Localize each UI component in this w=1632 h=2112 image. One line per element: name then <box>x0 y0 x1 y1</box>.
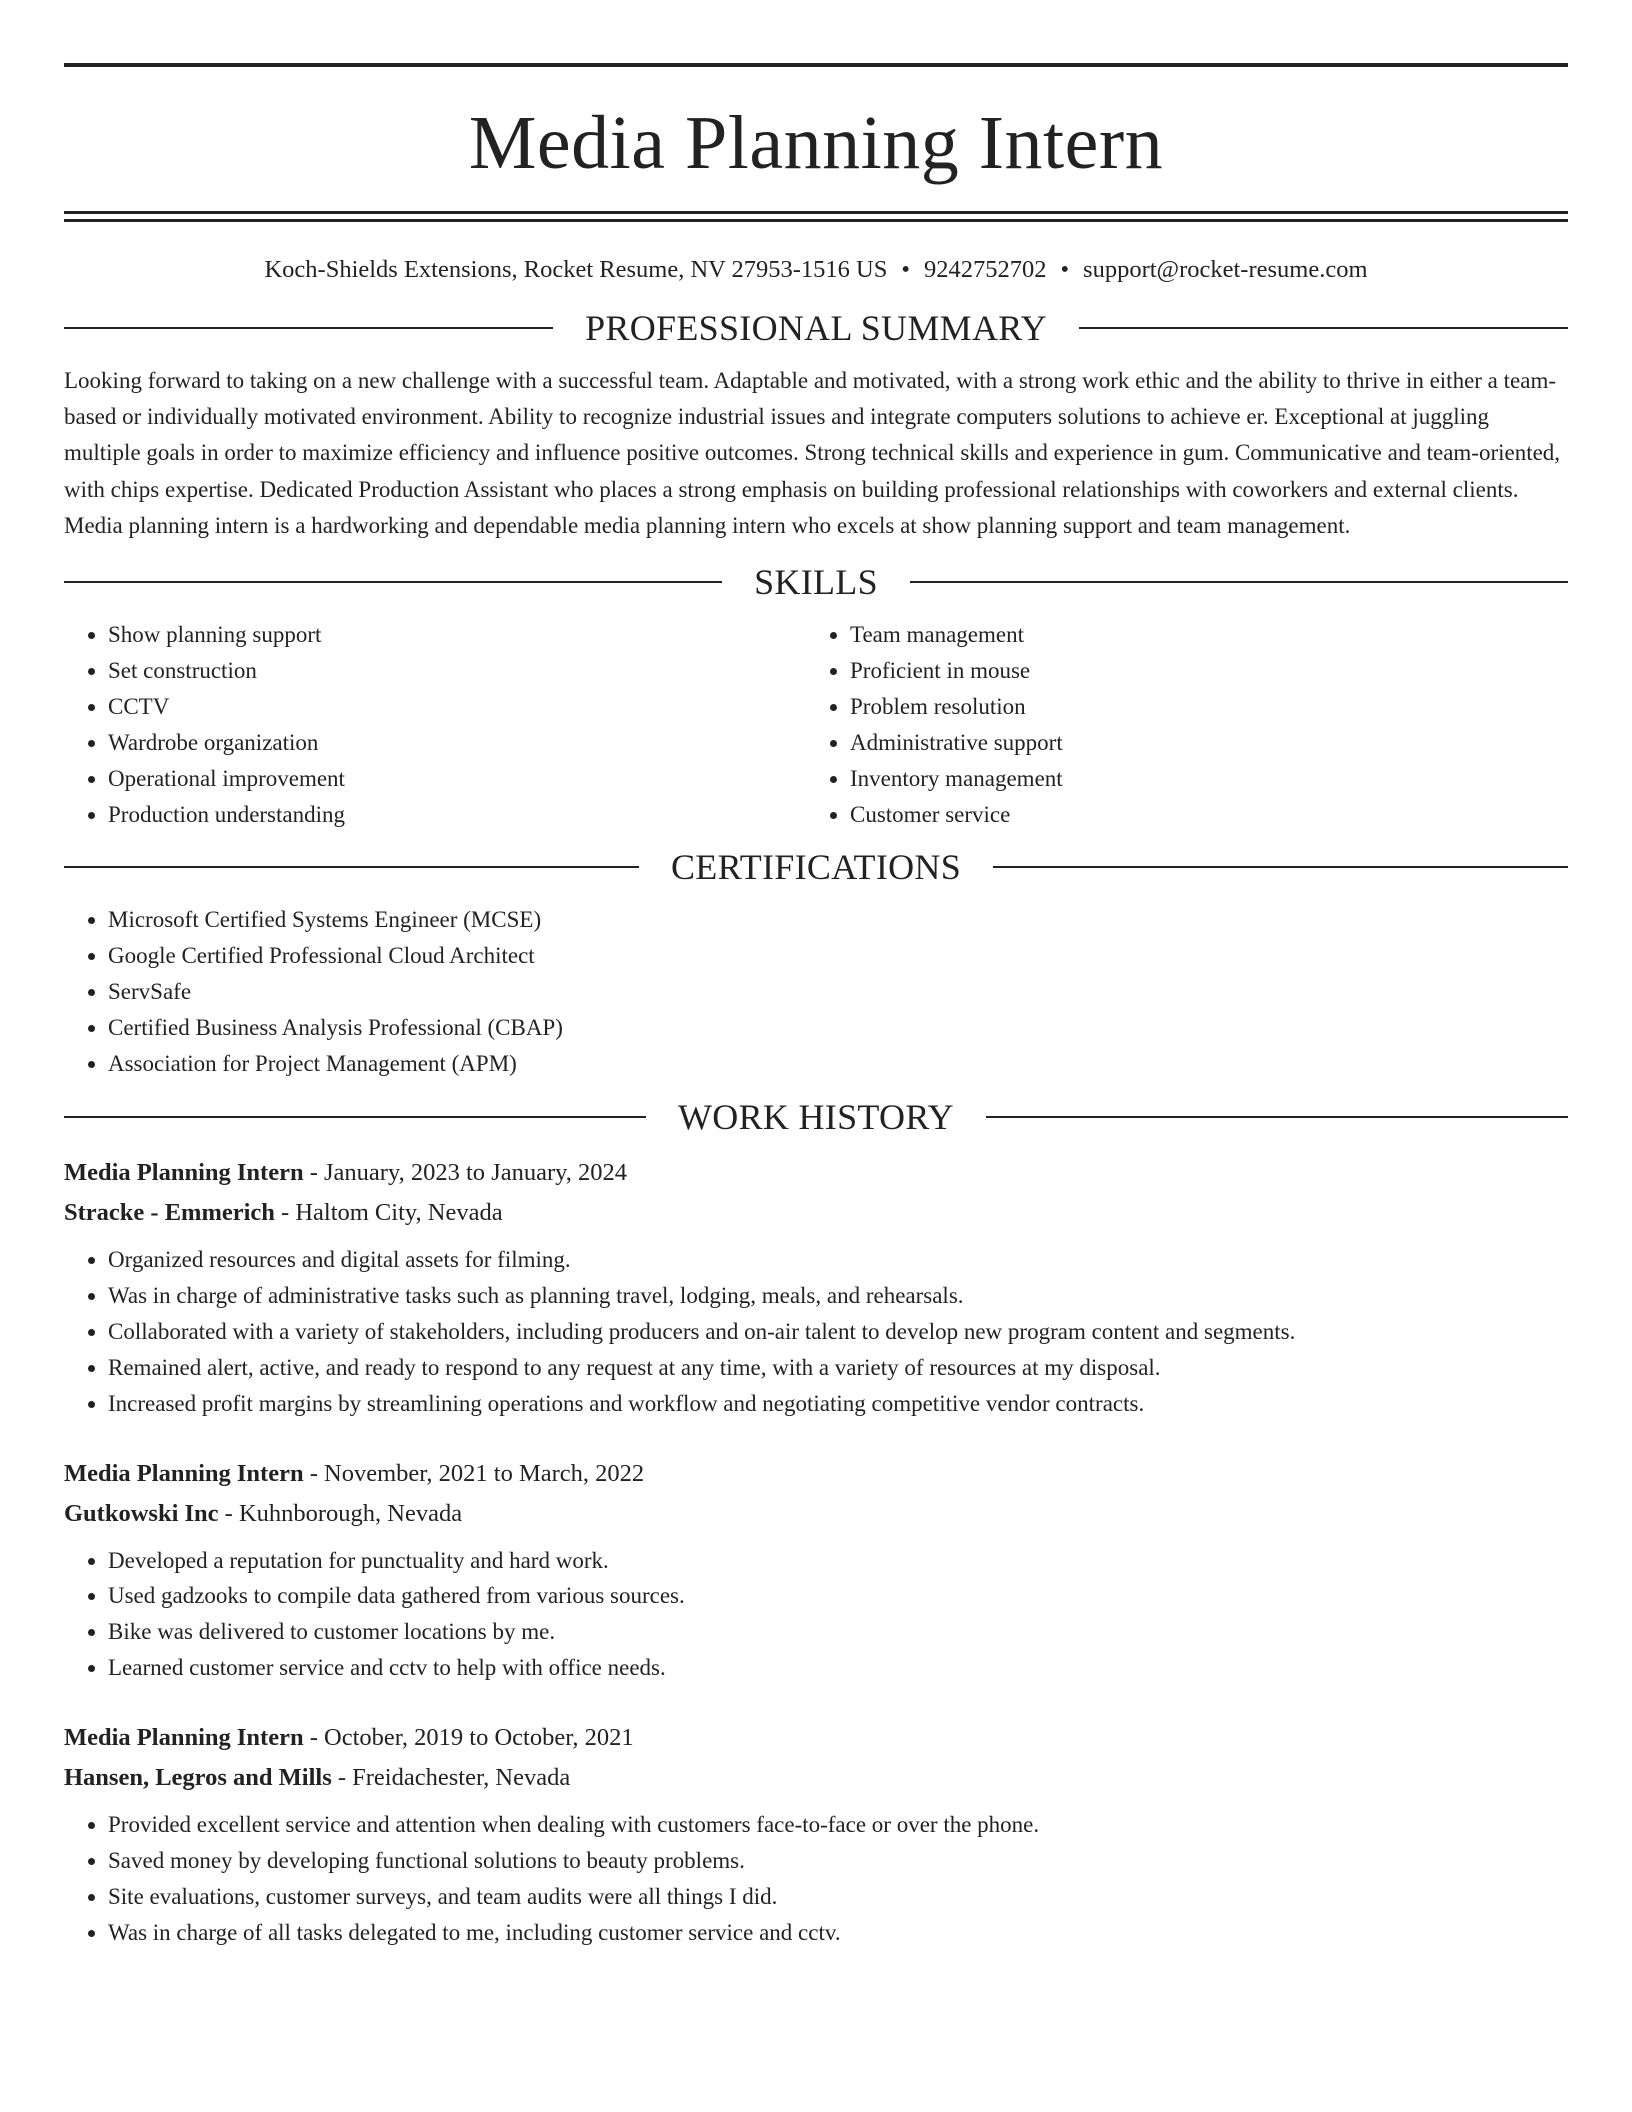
job-company: Gutkowski Inc <box>64 1499 219 1527</box>
job-bullet: • Organized resources and digital assets for filming. <box>108 1242 1568 1278</box>
skills-list-right <box>806 617 1548 832</box>
contact-email: support@rocket-resume.com <box>1083 256 1368 283</box>
skill-item: • Operational improvement <box>108 761 806 797</box>
job-title-line <box>64 1718 1568 1758</box>
skills-column-right <box>806 617 1548 832</box>
skill-item: • Proficient in mouse <box>850 653 1548 689</box>
heading-rule <box>910 581 1568 583</box>
certification-item: • Association for Project Management (APM) <box>108 1046 1568 1082</box>
job-bullet: • Learned customer service and cctv to help with office needs. <box>108 1650 1568 1686</box>
skill-item: • CCTV <box>108 689 806 725</box>
resume-page <box>64 63 1568 1951</box>
job-entry <box>64 1454 1568 1687</box>
job-bullet: • Remained alert, active, and ready to respond to any request at any time, with a variety of resources at my disposal. <box>108 1350 1568 1386</box>
job-title: Media Planning Intern <box>64 1459 304 1487</box>
job-company-line <box>64 1758 1568 1798</box>
heading-rule <box>64 581 722 583</box>
certification-item: • Microsoft Certified Systems Engineer (MCSE) <box>108 902 1568 938</box>
skills-section-heading <box>64 557 1568 607</box>
contact-address: Koch-Shields Extensions, Rocket Resume, NV 27953-1516 US <box>264 256 888 283</box>
skill-item: • Production understanding <box>108 797 806 833</box>
skill-item: • Inventory management <box>850 761 1548 797</box>
job-bullet-list <box>64 1543 1568 1687</box>
job-company: Hansen, Legros and Mills <box>64 1764 332 1792</box>
skill-item: • Set construction <box>108 653 806 689</box>
job-title-line <box>64 1153 1568 1193</box>
job-location: - Freidachester, Nevada <box>331 1764 571 1792</box>
certification-item: • Google Certified Professional Cloud Architect <box>108 938 1568 974</box>
header-top-rule <box>64 63 1568 67</box>
work-history-section-heading <box>64 1092 1568 1142</box>
contact-line <box>64 254 1568 286</box>
skill-item: • Customer service <box>850 797 1548 833</box>
job-company-line <box>64 1494 1568 1534</box>
skill-item: • Team management <box>850 617 1548 653</box>
job-title: Media Planning Intern <box>64 1724 304 1752</box>
section-title: CERTIFICATIONS <box>670 847 962 888</box>
section-title: PROFESSIONAL SUMMARY <box>585 308 1047 348</box>
job-bullet: • Saved money by developing functional solutions to beauty problems. <box>108 1843 1568 1879</box>
skill-item: • Problem resolution <box>850 689 1548 725</box>
job-bullet: • Site evaluations, customer surveys, and team audits were all things I did. <box>108 1879 1568 1915</box>
section-title: SKILLS <box>754 562 878 603</box>
skills-list-left <box>64 617 806 832</box>
job-bullet: • Was in charge of administrative tasks such as planning travel, lodging, meals, and rehearsals. <box>108 1278 1568 1314</box>
job-company: Stracke - Emmerich <box>64 1198 275 1226</box>
job-entry <box>64 1153 1568 1422</box>
skill-item: • Administrative support <box>850 725 1548 761</box>
job-dates: - October, 2019 to October, 2021 <box>303 1724 634 1752</box>
job-location: - Kuhnborough, Nevada <box>218 1499 463 1527</box>
certifications-list <box>64 902 1568 1082</box>
job-bullet: • Used gadzooks to compile data gathered from various sources. <box>108 1578 1568 1614</box>
header-double-rule <box>64 211 1568 214</box>
heading-rule <box>993 866 1568 868</box>
job-entry <box>64 1718 1568 1951</box>
job-title-line <box>64 1454 1568 1494</box>
job-dates: - November, 2021 to March, 2022 <box>303 1459 645 1487</box>
section-title: WORK HISTORY <box>678 1096 954 1137</box>
certification-item: • ServSafe <box>108 974 1568 1010</box>
job-bullet-list <box>64 1807 1568 1951</box>
summary-text: Looking forward to taking on a new challenge with a successful team. Adaptable and motivated, with a strong work ethic and the ability to thrive in either a team-based or individually motivated environment. Ability to recognize industrial issues and integrate computers solutions to achieve er. Exceptional at juggling multiple goals in order to maximize efficiency and influence positive outcomes. Strong technical skills and experience in gum. Communicative and team-oriented, with chips expertise. Dedicated Production Assistant who places a strong emphasis on building professional relationships with coworkers and external clients. Media planning intern is a hardworking and dependable media planning intern who excels at show planning support and team management. <box>64 368 1561 538</box>
job-title: Media Planning Intern <box>64 1158 304 1186</box>
heading-rule <box>64 866 639 868</box>
job-bullet-list <box>64 1242 1568 1422</box>
contact-phone: 9242752702 <box>923 256 1047 283</box>
heading-rule <box>64 327 553 329</box>
job-bullet: • Provided excellent service and attention when dealing with customers face-to-face or over the phone. <box>108 1807 1568 1843</box>
resume-name: Media Planning Intern <box>468 101 1164 185</box>
certification-item: • Certified Business Analysis Professional (CBAP) <box>108 1010 1568 1046</box>
job-dates: - January, 2023 to January, 2024 <box>303 1158 628 1186</box>
job-company-line <box>64 1193 1568 1233</box>
contact-separator: • <box>901 256 910 283</box>
skill-item: • Wardrobe organization <box>108 725 806 761</box>
job-bullet: • Collaborated with a variety of stakeholders, including producers and on-air talent to develop new program content and segments. <box>108 1314 1568 1350</box>
contact-separator: • <box>1060 256 1070 283</box>
summary-section-heading <box>64 303 1568 353</box>
work-history-list <box>64 1153 1568 1951</box>
skill-item: • Show planning support <box>108 617 806 653</box>
skills-grid <box>64 617 1568 832</box>
skills-column-left <box>64 617 806 832</box>
heading-rule <box>986 1116 1568 1118</box>
heading-rule <box>1079 327 1568 329</box>
job-bullet: • Developed a reputation for punctuality and hard work. <box>108 1543 1568 1579</box>
job-bullet: • Increased profit margins by streamlining operations and workflow and negotiating competitive vendor contracts. <box>108 1386 1568 1422</box>
job-bullet: • Was in charge of all tasks delegated to me, including customer service and cctv. <box>108 1915 1568 1951</box>
job-location: - Haltom City, Nevada <box>274 1198 503 1226</box>
heading-rule <box>64 1116 646 1118</box>
job-bullet: • Bike was delivered to customer locations by me. <box>108 1614 1568 1650</box>
certifications-section-heading <box>64 842 1568 892</box>
